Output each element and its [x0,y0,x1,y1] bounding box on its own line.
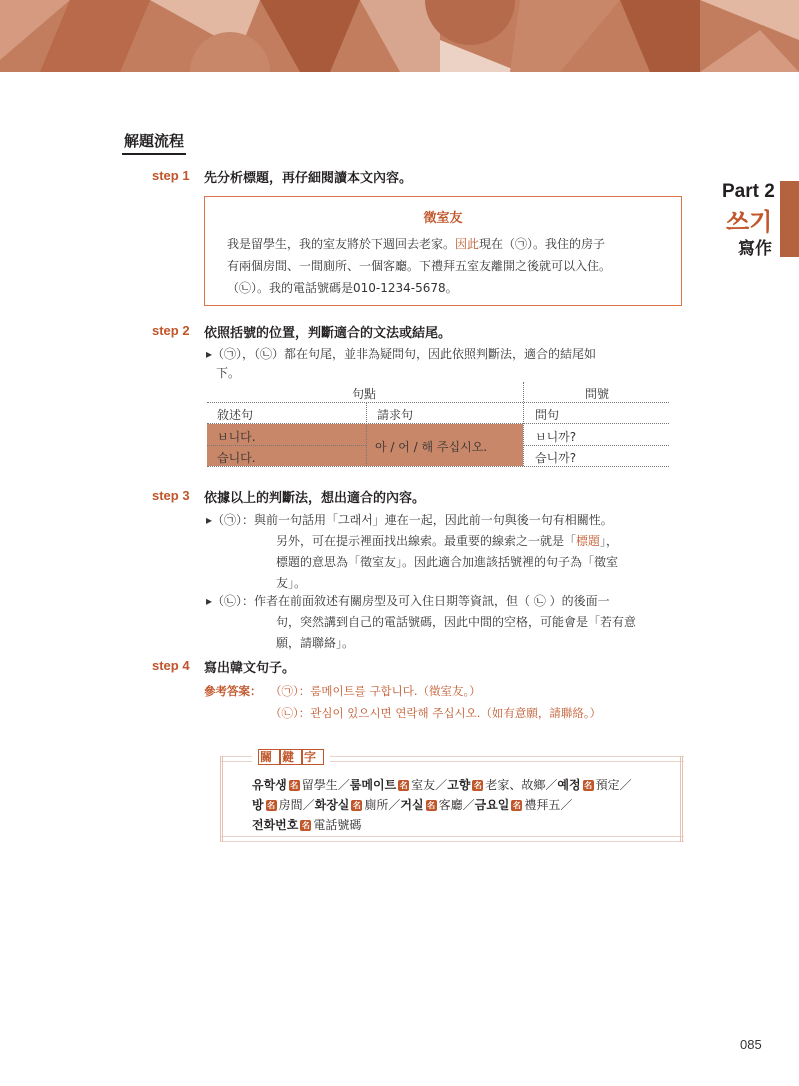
table-cell-r1c3: ㅂ니까? [535,430,577,444]
answer-line-1: （㉠）：룸메이트를 구합니다.（徵室友。） [270,684,481,698]
step-1-text: 先分析標題，再仔細閱讀本文內容。 [204,171,413,186]
step-2-note-line-2: 下。 [216,366,241,380]
step-1-label: step 1 [152,168,190,183]
keyword-rule [220,836,684,837]
table-rule [366,402,367,466]
table-cell-r1c1: ㅂ니다. [217,430,256,444]
step-3-text: 依據以上的判斷法，想出適合的內容。 [204,491,426,506]
table-header-question: 問號 [585,387,610,401]
keyword-line-3: 전화번호 名 電話號碼 [252,818,362,832]
table-rule [207,466,669,467]
keyword-rule [220,756,225,842]
step-3-a-line-4: 友」。 [276,576,307,590]
table-rule [523,445,669,446]
table-header-period: 句點 [352,387,377,401]
grammar-table [207,382,669,467]
keywords-box [220,748,684,844]
keywords-label: 關 鍵 字 [252,748,330,765]
table-col-declarative: 敘述句 [217,408,254,422]
step-2-text: 依照括號的位置，判斷適合的文法或結尾。 [204,326,452,341]
answer-line-2: （㉡）：관심이 있으시면 연락해 주십시오.（如有意願，請聯絡。） [270,706,602,720]
part-side-bar [780,181,799,257]
step-3-label: step 3 [152,488,190,503]
table-cell-r2c3: 습니까? [535,451,577,465]
keyword-line-1: 유학생 名 留學生／룸메이트 名 室友／고향 名 老家、故鄉／예정 名 預定／ [252,778,632,792]
part-chinese: 寫作 [738,239,772,259]
step-4-text: 寫出韓文句子。 [204,661,296,676]
passage-line-3: （㉡）。我的電話號碼是010-1234-5678。 [227,281,458,295]
passage-box [204,196,682,306]
step-3-a-line-2: 另外，可在提示裡面找出線索。最重要的線索之一就是「標題」， [276,534,619,548]
table-rule [207,402,669,403]
table-rule [207,423,669,424]
step-2-label: step 2 [152,323,190,338]
step-2-note-line-1: ▸（㉠），（㉡）都在句尾，並非為疑問句，因此依照判斷法，適合的結尾如 [206,347,597,361]
step-3-b-line-2: 句，突然講到自己的電話號碼，因此中間的空格，可能會是「若有意 [276,615,637,629]
table-cell-request-endings: 아 / 어 / 해 주십시오. [375,440,488,454]
table-rule [207,445,366,446]
passage-title: 徵室友 [423,211,463,226]
step-4-label: step 4 [152,658,190,673]
header-banner [0,0,799,72]
table-cell-r2c1: 습니다. [217,451,256,465]
table-col-request: 請求句 [377,408,414,422]
part-number: Part 2 [722,181,775,202]
table-col-question: 問句 [535,408,560,422]
answer-label: 參考答案： [204,684,262,698]
step-3-b-line-1: ▸（㉡）：作者在前面敘述有關房型及可入住日期等資訊，但（ ㉡ ）的後面一 [206,594,610,608]
part-korean: 쓰기 [726,208,773,236]
keyword-rule [220,841,684,842]
step-3-b-line-3: 願，請聯絡」。 [276,636,355,650]
step-3-a-line-3: 標題的意思為「徵室友」。因此適合加進該括號裡的句子為「徵室 [276,555,619,569]
passage-line-2: 有兩個房間、一間廁所、一個客廳。下禮拜五室友離開之後就可以入住。 [227,259,612,273]
step-3-a-line-1: ▸（㉠）：與前一句話用「그래서」連在一起，因此前一句與後一句有相關性。 [206,513,613,527]
table-rule [523,382,524,466]
keyword-line-2: 방 名 房間／화장실 名 廁所／거실 名 客廳／금요일 名 禮拜五／ [252,798,573,812]
page-number: 085 [740,1037,762,1052]
keyword-rule [680,756,685,842]
section-title: 解題流程 [124,132,185,150]
passage-line-1: 我是留學生，我的室友將於下週回去老家。因此現在（㉠）。我住的房子 [227,237,606,251]
